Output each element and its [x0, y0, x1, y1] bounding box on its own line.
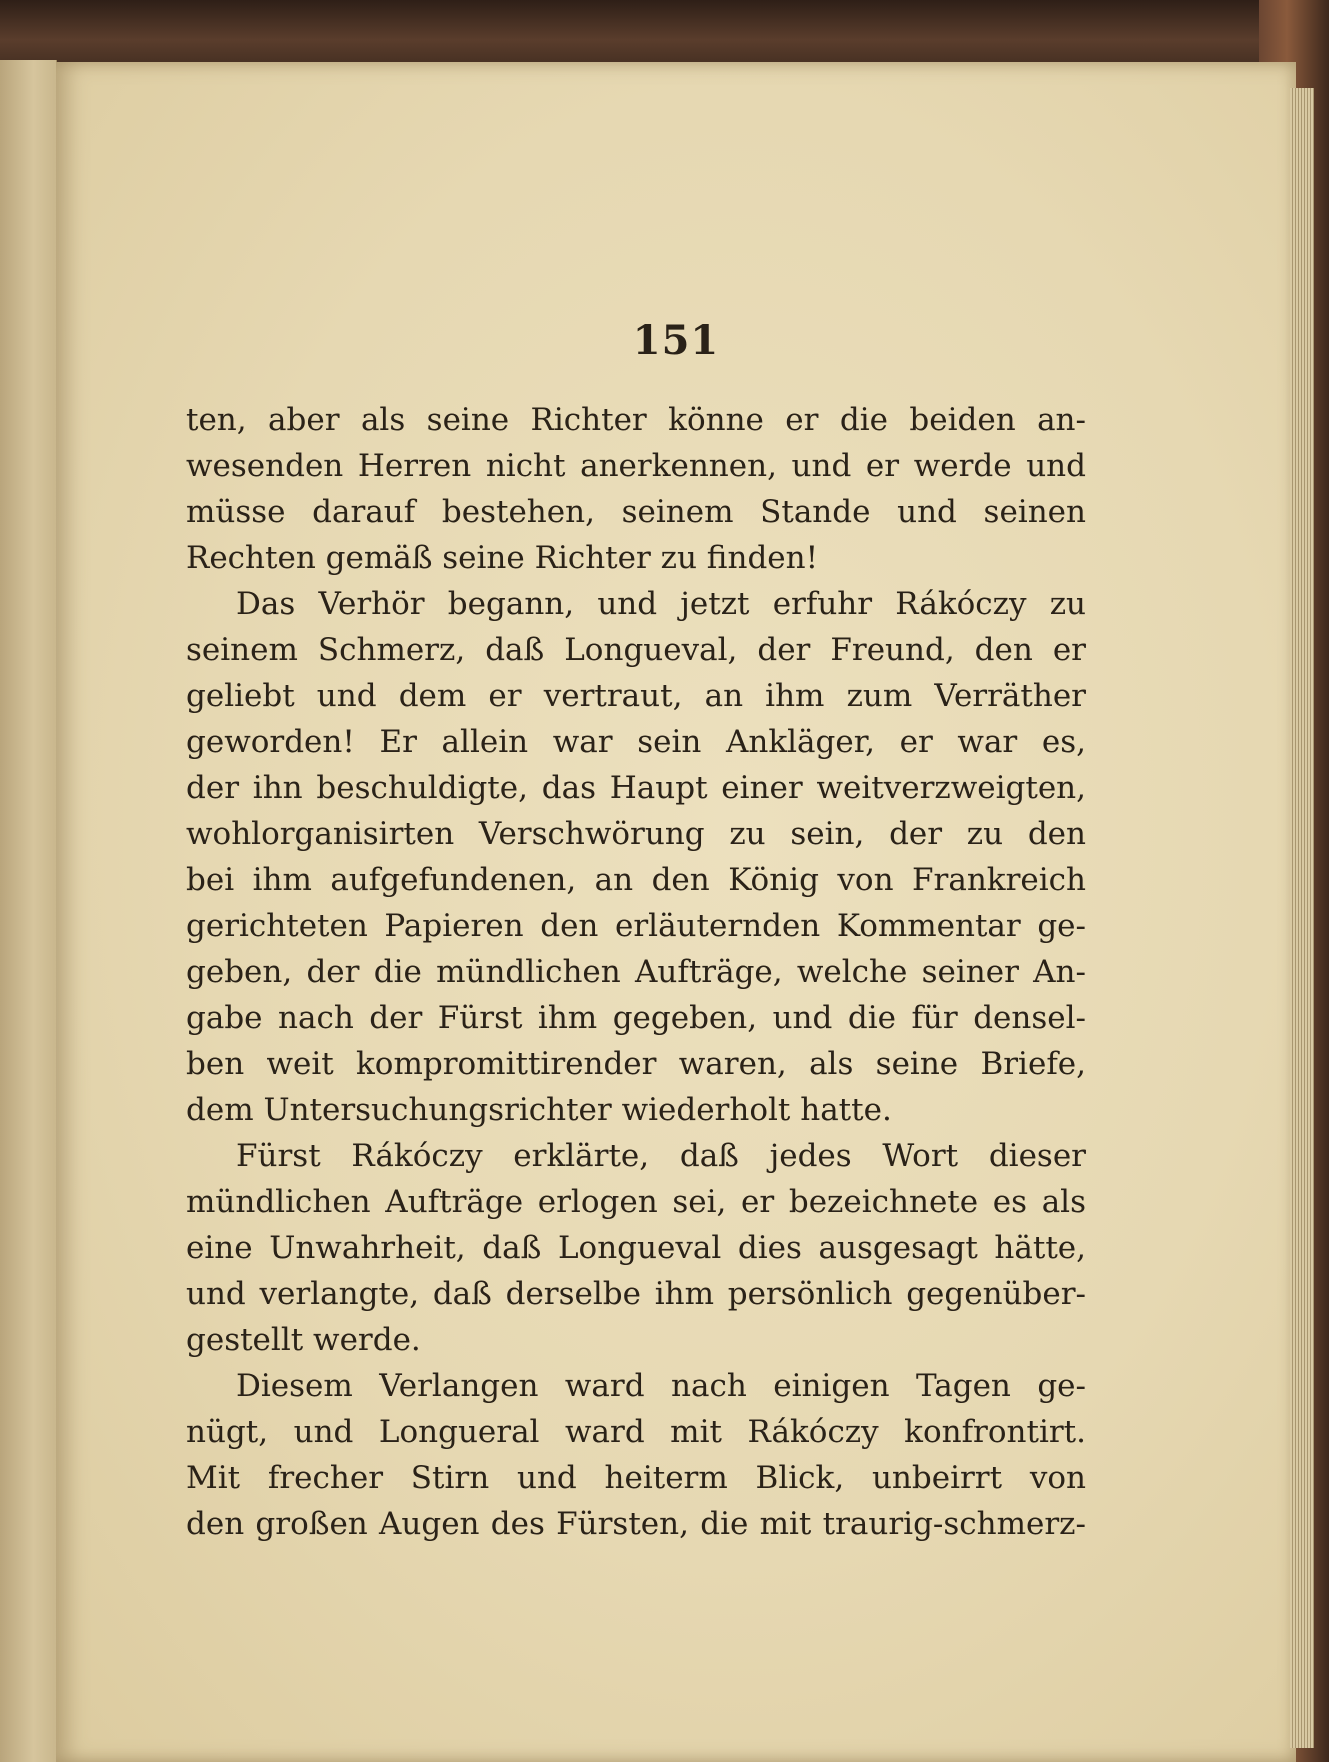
text-line: wesenden Herren nicht anerkennen, und er werde und [186, 448, 1086, 484]
text-line: der ihn beschuldigte, das Haupt einer weitverzweigten, [186, 770, 1086, 806]
text-line: gestellt werde. [186, 1322, 421, 1358]
text-line: ten, aber als seine Richter könne er die beiden an- [186, 402, 1086, 438]
text-line: seinem Schmerz, daß Longueval, der Freund, den er [186, 632, 1086, 668]
book-page [56, 62, 1296, 1762]
text-line: den großen Augen des Fürsten, die mit traurig-schmerz- [186, 1506, 1086, 1542]
page-edges [1290, 88, 1314, 1748]
text-line: müsse darauf bestehen, seinem Stande und seinen [186, 494, 1086, 530]
page-number: 151 [632, 317, 720, 364]
text-line: ben weit kompromittirender waren, als seine Briefe, [186, 1046, 1086, 1082]
text-line: geliebt und dem er vertraut, an ihm zum Verräther [186, 678, 1086, 714]
text-line: Mit frecher Stirn und heiterm Blick, unbeirrt von [186, 1460, 1086, 1496]
text-line: Diesem Verlangen ward nach einigen Tagen ge- [236, 1368, 1086, 1404]
text-line: Fürst Rákóczy erklärte, daß jedes Wort dieser [236, 1138, 1086, 1174]
text-line: geworden! Er allein war sein Ankläger, er war es, [186, 724, 1086, 760]
text-line: Das Verhör begann, und jetzt erfuhr Rákóczy zu [236, 586, 1086, 622]
text-line: Rechten gemäß seine Richter zu finden! [186, 540, 819, 576]
previous-page-edge [0, 60, 57, 1762]
text-line: geben, der die mündlichen Aufträge, welche seiner An- [186, 954, 1086, 990]
text-line: gabe nach der Fürst ihm gegeben, und die für densel- [186, 1000, 1086, 1036]
text-line: nügt, und Longueral ward mit Rákóczy konfrontirt. [186, 1414, 1086, 1450]
text-line: mündlichen Aufträge erlogen sei, er bezeichnete es als [186, 1184, 1086, 1220]
text-line: dem Untersuchungsrichter wiederholt hatte. [186, 1092, 892, 1128]
text-line: wohlorganisirten Verschwörung zu sein, der zu den [186, 816, 1086, 852]
text-line: bei ihm aufgefundenen, an den König von Frankreich [186, 862, 1086, 898]
text-line: eine Unwahrheit, daß Longueval dies ausgesagt hätte, [186, 1230, 1086, 1266]
text-line: gerichteten Papieren den erläuternden Kommentar ge- [186, 908, 1086, 944]
text-line: und verlangte, daß derselbe ihm persönlich gegenüber- [186, 1276, 1086, 1312]
